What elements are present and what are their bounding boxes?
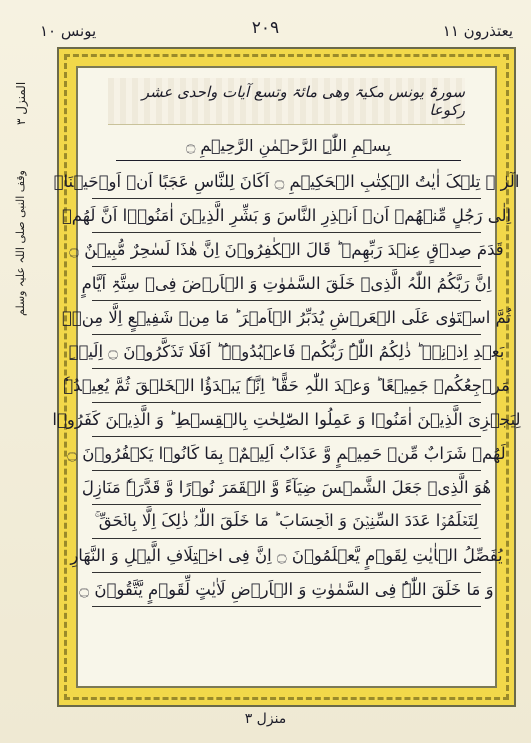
verse-line: یُفَصِّلُ الۡاٰیٰتِ لِقَوۡمٍ یَّعۡلَمُوۡنَ ۝ اِنَّ فِی اخۡتِلَافِ الَّیۡلِ وَ النَّھَارِ [92, 538, 481, 573]
verse-line: ثُمَّ اسۡتَوٰی عَلَی الۡعَرۡشِ یُدَبِّرُ الۡاَمۡرَ ؕ مَا مِنۡ شَفِیۡعٍ اِلَّا مِنۡۢ [92, 300, 481, 335]
waqf-margin-note: وقف النبی صلی اللہ علیہ وسلم [14, 170, 27, 316]
verse-line: مَرۡجِعُکُمۡ جَمِیۡعًا ؕ وَعۡدَ اللّٰہِ حَقًّا ؕ اِنَّہٗ یَبۡدَؤُا الۡخَلۡقَ ثُمَّ یُعِیۡدُہٗ [92, 368, 481, 403]
verse-line: اِنَّ رَبَّکُمُ اللّٰہُ الَّذِیۡ خَلَقَ السَّمٰوٰتِ وَ الۡاَرۡضَ فِیۡ سِتَّۃِ اَیَّامٍ [92, 266, 481, 301]
surah-title-banner: سورۃ یونس مکیۃ وھی مائۃ وتسع آیات واحدی عشر رکوعا [108, 78, 465, 125]
verse-line: قَدَمَ صِدۡقٍ عِنۡدَ رَبِّھِمۡ ؕ قَالَ الۡکٰفِرُوۡنَ اِنَّ ھٰذَا لَسٰحِرٌ مُّبِیۡنٌ ۝ [92, 232, 481, 267]
verse-line: بَعۡدِ اِذۡنِہٖ ؕ ذٰلِکُمُ اللّٰہُ رَبُّکُمۡ فَاعۡبُدُوۡہُ ؕ اَفَلَا تَذَکَّرُوۡنَ ۝ اِلَیۡہِ [92, 334, 481, 369]
verse-line: لِیَجۡزِیَ الَّذِیۡنَ اٰمَنُوۡا وَ عَمِلُوا الصّٰلِحٰتِ بِالۡقِسۡطِ ؕ وَ الَّذِیۡنَ کَفَرُوۡا [92, 402, 481, 437]
surah-header: یونس ۱۰ [40, 22, 97, 40]
manzil-footer: منزل ۳ [244, 711, 287, 727]
verse-line: لِتَعۡلَمُوۡا عَدَدَ السِّنِیۡنَ وَ الۡحِسَابَ ؕ مَا خَلَقَ اللّٰہُ ذٰلِکَ اِلَّا بِالۡحَقِّ ۚ [92, 504, 481, 539]
verse-line: الٓرٰ ۚ تِلۡکَ اٰیٰتُ الۡکِتٰبِ الۡحَکِیۡمِ ۝ اَکَانَ لِلنَّاسِ عَجَبًا اَنۡ اَوۡحَیۡنَاۤ [92, 164, 481, 199]
manzil-margin-note: المنزل ۳ [14, 82, 28, 126]
juz-header: یعتذرون ۱۱ [442, 22, 513, 40]
verse-line: اِلٰی رَجُلٍ مِّنۡھُمۡ اَنۡ اَنۡذِرِ النَّاسَ وَ بَشِّرِ الَّذِیۡنَ اٰمَنُوۡۤا اَنَّ لَھُمۡ [92, 198, 481, 233]
text-panel [52, 66, 521, 688]
verse-line: ھُوَ الَّذِیۡ جَعَلَ الشَّمۡسَ ضِیَآءً وَّ الۡقَمَرَ نُوۡرًا وَّ قَدَّرَہٗ مَنَازِلَ [92, 470, 481, 505]
verse-line: وَ مَا خَلَقَ اللّٰہُ فِی السَّمٰوٰتِ وَ الۡاَرۡضِ لَاٰیٰتٍ لِّقَوۡمٍ یَّتَّقُوۡنَ ۝ [92, 572, 481, 607]
verse-line: لَھُمۡ شَرَابٌ مِّنۡ حَمِیۡمٍ وَّ عَذَابٌ اَلِیۡمٌۢ بِمَا کَانُوۡا یَکۡفُرُوۡنَ ۝ [92, 436, 481, 471]
bismillah: بِسۡمِ اللّٰہِ الرَّحۡمٰنِ الرَّحِیۡمِ ۝ [116, 130, 461, 161]
decorative-frame [52, 47, 521, 707]
page-number: ۲۰۹ [251, 18, 280, 38]
